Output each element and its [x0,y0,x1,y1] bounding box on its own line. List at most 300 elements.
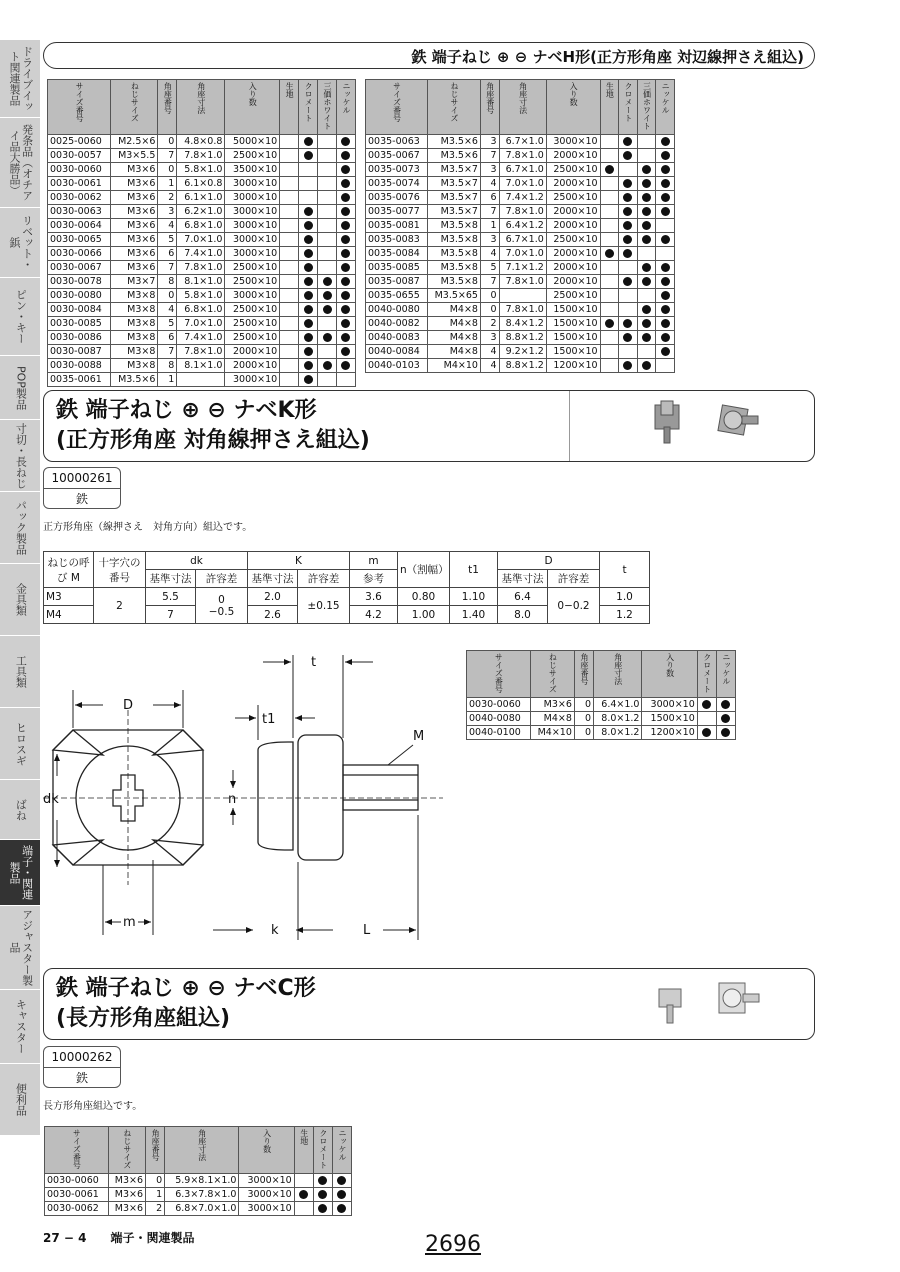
available-dot-icon [661,151,670,160]
finish-cell [336,261,355,275]
table-cell: 0030-0063 [48,205,111,219]
dim-cell: 6.4 [498,588,548,606]
footer-page-ref: 27 − 4 端子・関連製品 [43,1231,195,1245]
table-cell: 6.7×1.0 [499,163,546,177]
table-row [366,177,675,191]
table-cell: M3×6 [108,1174,145,1188]
finish-cell [280,149,299,163]
table-cell: 8.1×1.0 [177,359,225,373]
table-cell: 4.8×0.8 [177,135,225,149]
dim-cell: 1.40 [450,606,498,624]
available-dot-icon [623,151,632,160]
finish-cell [318,163,337,177]
available-dot-icon [304,305,313,314]
finish-cell [299,233,318,247]
finish-cell [318,289,337,303]
column-header-label: 角座番号 [163,82,173,114]
finish-cell [600,205,619,219]
side-tab[interactable]: 金具類 [0,564,40,636]
column-header-label: サイズ番号 [494,653,504,693]
table-cell: 3000×10 [225,247,280,261]
side-tab[interactable]: ピン・キー [0,278,40,356]
column-header [45,1127,109,1174]
table-cell: M3.5×7 [428,177,481,191]
table-cell: 2500×10 [546,163,600,177]
available-dot-icon [341,165,350,174]
table-cell: 1 [146,1188,165,1202]
dim-h-ref: 参考 [350,570,398,588]
table-cell: 0030-0086 [48,331,111,345]
side-tab[interactable]: キャスター [0,990,40,1064]
page-title: 鉄 端子ねじ ⊕ ⊖ ナベH形(正方形角座 対辺線押さえ組込) [411,48,804,66]
side-tab[interactable]: ドライブイット関連製品 [0,40,40,118]
table-cell: M3×5.5 [111,149,158,163]
finish-cell [619,289,638,303]
finish-cell [318,191,337,205]
column-header-label: ニッケル [661,82,671,114]
finish-cell [336,303,355,317]
table-cell: 2000×10 [546,149,600,163]
table-cell: 6.1×0.8 [177,177,225,191]
table-cell: 3 [480,163,499,177]
available-dot-icon [605,165,614,174]
table-cell: 2500×10 [546,191,600,205]
finish-cell [656,233,675,247]
finish-cell [637,345,656,359]
table-cell: 0030-0067 [48,261,111,275]
table-cell: 0035-0085 [366,261,428,275]
available-dot-icon [341,151,350,160]
finish-cell [656,205,675,219]
finish-cell [619,345,638,359]
finish-cell [619,317,638,331]
table-cell: 0040-0082 [366,317,428,331]
table-row [48,303,356,317]
finish-cell [336,345,355,359]
finish-cell [299,205,318,219]
side-tab[interactable]: 端子・関連製品 [0,840,40,906]
table-cell: 0030-0060 [467,698,531,712]
finish-cell [619,233,638,247]
table-cell: 0 [158,289,177,303]
column-header-label: 角座番号 [151,1129,161,1161]
table-row [48,247,356,261]
finish-cell [637,149,656,163]
table-cell: 0035-0067 [366,149,428,163]
table-cell: 0035-0077 [366,205,428,219]
finish-cell [619,149,638,163]
side-tab[interactable]: パック製品 [0,492,40,564]
finish-cell [332,1174,351,1188]
table-cell: 2000×10 [225,359,280,373]
column-header [332,1127,351,1174]
column-header-label: ねじサイズ [450,82,460,122]
table-cell: 0035-0081 [366,219,428,233]
table-cell: M4×10 [428,359,481,373]
finish-cell [716,698,735,712]
section-k-desc: 正方形角座（線押さえ 対角方向）組込です。 [43,522,253,533]
available-dot-icon [323,291,332,300]
finish-cell [600,247,619,261]
table-cell: 2 [146,1202,165,1216]
technical-drawing [43,650,463,950]
finish-cell [280,275,299,289]
table-row [48,219,356,233]
available-dot-icon [623,137,632,146]
table-cell: 1500×10 [546,331,600,345]
column-header [366,80,428,135]
side-tab[interactable]: 寸切・長ねじ [0,420,40,492]
table-cell: 6.8×1.0 [177,219,225,233]
finish-cell [656,345,675,359]
available-dot-icon [661,319,670,328]
column-header-label: 角座寸法 [197,1129,207,1161]
side-tab[interactable]: 工具類 [0,636,40,708]
finish-cell [299,219,318,233]
available-dot-icon [304,291,313,300]
finish-cell [656,359,675,373]
column-header [294,1127,313,1174]
column-header-label: 生地 [605,82,615,98]
available-dot-icon [642,333,651,342]
finish-cell [600,303,619,317]
table-cell: 1500×10 [546,317,600,331]
column-header [177,80,225,135]
column-header [225,80,280,135]
dim-cell: 8.0 [498,606,548,624]
table-cell: 0030-0064 [48,219,111,233]
table-cell: 5.8×1.0 [177,289,225,303]
table-cell: 2 [158,191,177,205]
available-dot-icon [304,333,313,342]
table-cell: 0 [146,1174,165,1188]
finish-cell [656,247,675,261]
dim-cell: 1.0 [600,588,650,606]
finish-cell [299,345,318,359]
table-cell: M3×6 [530,698,574,712]
column-header-label: サイズ番号 [392,82,402,122]
table-cell: M3.5×8 [428,247,481,261]
table-cell: 3000×10 [225,205,280,219]
k-type-table [466,650,736,740]
table-cell: 3000×10 [239,1188,294,1202]
finish-cell [619,163,638,177]
dim-h-d: D [498,552,600,570]
table-cell: 3000×10 [546,135,600,149]
available-dot-icon [721,714,730,723]
available-dot-icon [323,277,332,286]
available-dot-icon [304,375,313,384]
table-cell: 8.0×1.2 [593,726,642,740]
table-cell: 7.4×1.2 [499,191,546,205]
finish-cell [600,275,619,289]
column-header [656,80,675,135]
column-header-label: ねじサイズ [548,653,558,693]
dim-cell: 7 [146,606,196,624]
finish-cell [637,177,656,191]
side-tab[interactable]: リベット・鋲 [0,208,40,278]
available-dot-icon [341,291,350,300]
table-row [366,275,675,289]
table-cell: 0 [480,289,499,303]
available-dot-icon [642,319,651,328]
finish-cell [313,1174,332,1188]
table-row [48,331,356,345]
table-row [48,289,356,303]
available-dot-icon [661,305,670,314]
column-header-label: 入り数 [248,82,258,106]
finish-cell [294,1188,313,1202]
available-dot-icon [304,277,313,286]
finish-cell [336,233,355,247]
label-d: D [123,698,134,713]
material-value: 鉄 [44,488,120,508]
table-cell: 1 [480,219,499,233]
table-cell: 0035-0073 [366,163,428,177]
side-tab[interactable]: 便利品 [0,1064,40,1136]
table-row [48,373,356,387]
available-dot-icon [623,319,632,328]
table-row [366,345,675,359]
table-cell: 0040-0084 [366,345,428,359]
table-row [366,303,675,317]
dim-h-dk: dk [146,552,248,570]
side-tab[interactable]: POP製品 [0,356,40,420]
table-cell: 0030-0062 [48,191,111,205]
h-type-table-left [47,79,356,387]
table-row [467,726,736,740]
dim-h-cross: 十字穴の番号 [94,552,146,588]
finish-cell [280,135,299,149]
table-cell: 8.0×1.2 [593,712,642,726]
finish-cell [637,331,656,345]
dim-cell: 2.6 [248,606,298,624]
table-cell: 7.0×1.0 [499,177,546,191]
available-dot-icon [623,221,632,230]
table-cell: 3000×10 [225,233,280,247]
available-dot-icon [304,235,313,244]
column-header [697,651,716,698]
table-row [366,149,675,163]
available-dot-icon [642,361,651,370]
available-dot-icon [623,333,632,342]
available-dot-icon [661,165,670,174]
finish-cell [656,303,675,317]
finish-cell [280,219,299,233]
table-cell: 2000×10 [546,219,600,233]
table-cell: 7 [158,149,177,163]
label-n: n [228,792,237,807]
finish-cell [280,373,299,387]
available-dot-icon [304,347,313,356]
table-cell: M3×8 [111,359,158,373]
column-header [280,80,299,135]
column-header-label: ねじサイズ [122,1129,132,1169]
finish-cell [318,303,337,317]
table-cell: M3×7 [111,275,158,289]
finish-cell [294,1174,313,1188]
available-dot-icon [341,221,350,230]
available-dot-icon [323,305,332,314]
table-row [366,205,675,219]
table-cell: 8 [158,275,177,289]
table-row [366,219,675,233]
table-cell: 0035-0087 [366,275,428,289]
column-header-label: 角座番号 [485,82,495,114]
table-cell: 4 [158,219,177,233]
table-cell: 0035-0076 [366,191,428,205]
table-row [48,135,356,149]
column-header [499,80,546,135]
table-cell: 3 [480,331,499,345]
available-dot-icon [299,1190,308,1199]
finish-cell [336,205,355,219]
finish-cell [637,191,656,205]
available-dot-icon [341,249,350,258]
table-cell: M3.5×8 [428,275,481,289]
side-tab[interactable]: アジャスター製品 [0,906,40,990]
table-cell: M3×8 [111,345,158,359]
available-dot-icon [661,235,670,244]
table-cell: 2500×10 [225,261,280,275]
finish-cell [600,191,619,205]
table-row [45,1202,352,1216]
table-cell: 0 [574,698,593,712]
table-cell: 2500×10 [546,289,600,303]
table-row [48,163,356,177]
table-cell: 0030-0084 [48,303,111,317]
finish-cell [280,205,299,219]
finish-cell [619,205,638,219]
table-cell: 0 [574,726,593,740]
table-cell: 8.4×1.2 [499,317,546,331]
column-header [716,651,735,698]
table-cell: 5 [158,233,177,247]
table-cell: M3×6 [111,261,158,275]
column-header-label: クロメート [318,1129,328,1169]
finish-cell [619,247,638,261]
finish-cell [299,331,318,345]
finish-cell [656,149,675,163]
side-tab[interactable]: ばね [0,780,40,840]
table-cell: 7.8×1.0 [177,345,225,359]
table-cell: 0030-0062 [45,1202,109,1216]
finish-cell [318,331,337,345]
finish-cell [637,261,656,275]
finish-cell [336,331,355,345]
finish-cell [619,261,638,275]
available-dot-icon [341,137,350,146]
available-dot-icon [341,333,350,342]
table-cell: M3×6 [111,233,158,247]
table-cell: M3.5×8 [428,219,481,233]
finish-cell [318,219,337,233]
available-dot-icon [323,333,332,342]
available-dot-icon [661,193,670,202]
available-dot-icon [642,165,651,174]
finish-cell [336,359,355,373]
finish-cell [280,359,299,373]
product-photo [569,969,814,1039]
finish-cell [600,317,619,331]
finish-cell [332,1188,351,1202]
section-c-desc: 長方形角座組込です。 [43,1101,143,1112]
table-cell: 2500×10 [225,303,280,317]
section-c-title-2: (長方形角座組込) [56,1006,231,1031]
table-cell: 2000×10 [546,205,600,219]
available-dot-icon [721,728,730,737]
table-row [366,289,675,303]
finish-cell [656,177,675,191]
available-dot-icon [623,361,632,370]
table-cell: 0040-0103 [366,359,428,373]
available-dot-icon [623,249,632,258]
finish-cell [656,289,675,303]
table-cell: 8.8×1.2 [499,359,546,373]
available-dot-icon [702,700,711,709]
finish-cell [637,317,656,331]
column-header-label: 入り数 [665,653,675,677]
table-cell: M4×8 [428,345,481,359]
finish-cell [619,275,638,289]
table-cell: 4 [158,303,177,317]
finish-cell [336,373,355,387]
table-cell: 0030-0060 [45,1174,109,1188]
column-header-label: ニッケル [337,1129,347,1161]
table-cell: 2000×10 [225,345,280,359]
table-row [45,1188,352,1202]
table-cell: 2 [480,317,499,331]
finish-cell [336,275,355,289]
table-cell: M4×8 [428,303,481,317]
page-number: 2696 [425,1232,481,1257]
finish-cell [299,359,318,373]
side-tab[interactable]: ヒロスギ [0,708,40,780]
table-row [48,261,356,275]
table-cell: 7.8×1.0 [177,261,225,275]
table-cell: 4 [480,345,499,359]
finish-cell [280,247,299,261]
dim-cell: 2 [94,588,146,624]
label-m: m [123,915,136,930]
column-header [165,1127,239,1174]
finish-cell [280,163,299,177]
available-dot-icon [304,361,313,370]
finish-cell [299,191,318,205]
finish-cell [697,726,716,740]
finish-cell [716,712,735,726]
table-cell: 2000×10 [546,261,600,275]
finish-cell [619,191,638,205]
table-cell: 0025-0060 [48,135,111,149]
table-cell: M3.5×8 [428,233,481,247]
table-cell: 4 [480,177,499,191]
dim-cell: 0.80 [398,588,450,606]
table-cell: 4 [480,247,499,261]
available-dot-icon [341,207,350,216]
available-dot-icon [304,207,313,216]
table-cell: 9.2×1.2 [499,345,546,359]
table-cell: 6 [158,247,177,261]
table-cell: 7 [480,149,499,163]
table-cell: 1500×10 [546,303,600,317]
column-header [530,651,574,698]
side-tab[interactable]: 発条品（オチアイ品大勝品） [0,118,40,208]
dim-cell: 1.00 [398,606,450,624]
column-header [593,651,642,698]
finish-cell [280,303,299,317]
available-dot-icon [605,319,614,328]
